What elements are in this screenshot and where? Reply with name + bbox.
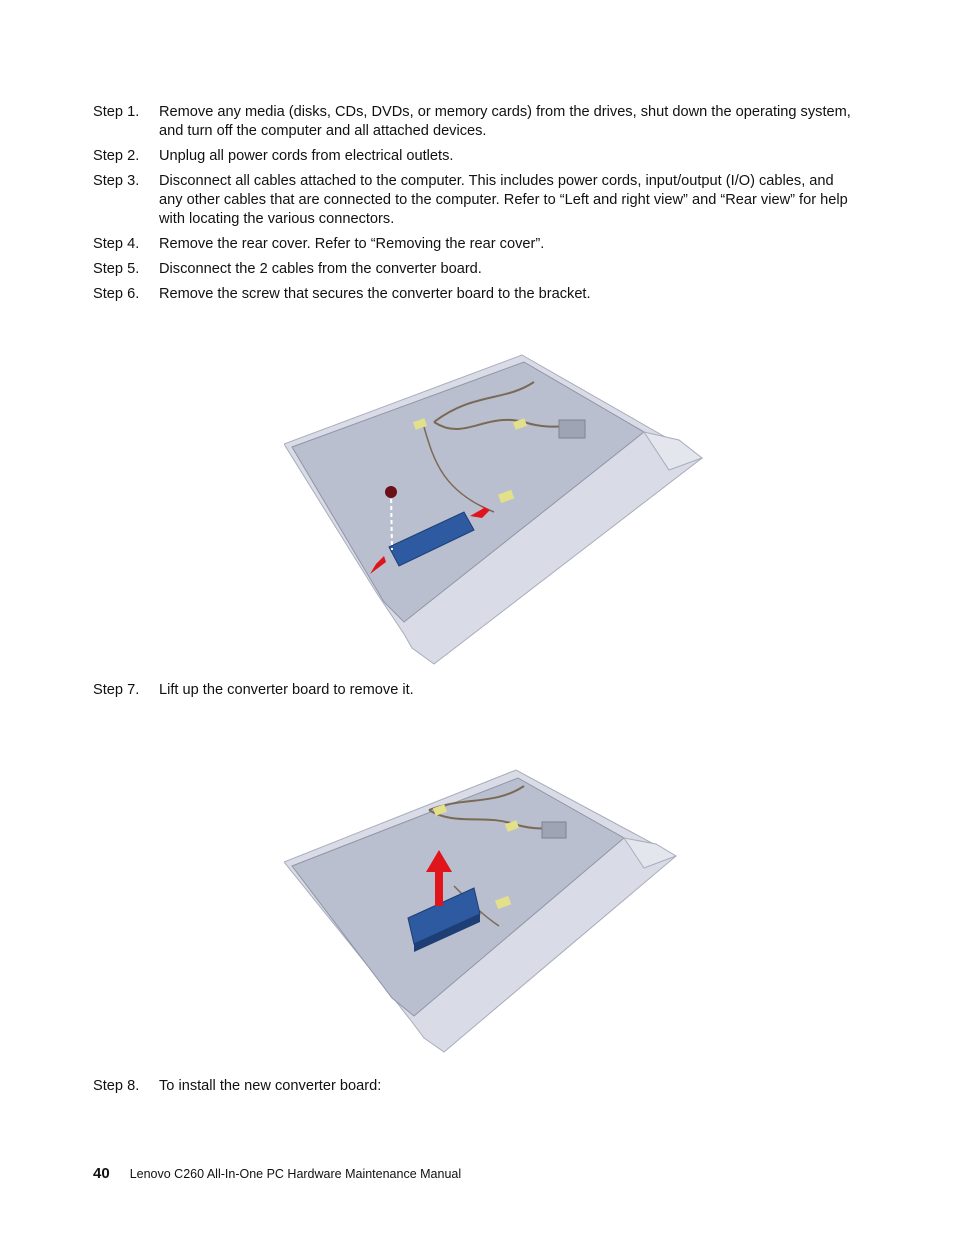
step-6 xyxy=(93,285,853,304)
step-label: Step 7. xyxy=(93,682,140,698)
page-number: 40 xyxy=(93,1165,110,1182)
step-text: Remove the rear cover. Refer to “Removing the rear cover”. xyxy=(159,236,545,252)
manual-title: Lenovo C260 All-In-One PC Hardware Maintenance Manual xyxy=(129,1167,462,1181)
step-text: Remove any media (disks, CDs, DVDs, or memory cards) from the drives, shut down the operating system, and turn off the computer and all attached devices. xyxy=(159,104,851,139)
converter-board-screw-figure xyxy=(284,352,708,667)
converter-board-lift-figure xyxy=(284,766,680,1058)
step-label: Step 5. xyxy=(93,261,140,277)
step-label: Step 6. xyxy=(93,286,140,302)
step-label: Step 8. xyxy=(93,1078,140,1094)
step-text: Unplug all power cords from electrical outlets. xyxy=(159,148,454,164)
step-label: Step 1. xyxy=(93,104,140,120)
step-8 xyxy=(93,1077,853,1096)
step-1 xyxy=(93,103,853,141)
step-text: Disconnect all cables attached to the computer. This includes power cords, input/output (I/O) cables, and any other cables that are connected to the computer. Refer to “Left and right view” and “Rear view” for help with locating the various connectors. xyxy=(159,173,848,227)
step-label: Step 4. xyxy=(93,236,140,252)
step-5 xyxy=(93,260,853,279)
step-text: Lift up the converter board to remove it. xyxy=(159,682,414,698)
step-3 xyxy=(93,172,853,229)
step-4 xyxy=(93,235,853,254)
step-label: Step 3. xyxy=(93,173,140,189)
step-text: Disconnect the 2 cables from the converter board. xyxy=(159,261,482,277)
page-footer xyxy=(93,1165,461,1182)
connector-plate xyxy=(559,420,585,438)
step-label: Step 2. xyxy=(93,148,140,164)
screw-icon xyxy=(385,486,397,498)
screw-guide-line xyxy=(391,492,392,550)
step-text: To install the new converter board: xyxy=(159,1078,382,1094)
step-text: Remove the screw that secures the converter board to the bracket. xyxy=(159,286,591,302)
lift-arrow-shaft xyxy=(435,870,443,906)
step-7 xyxy=(93,681,853,700)
connector-plate xyxy=(542,822,566,838)
step-2 xyxy=(93,147,853,166)
